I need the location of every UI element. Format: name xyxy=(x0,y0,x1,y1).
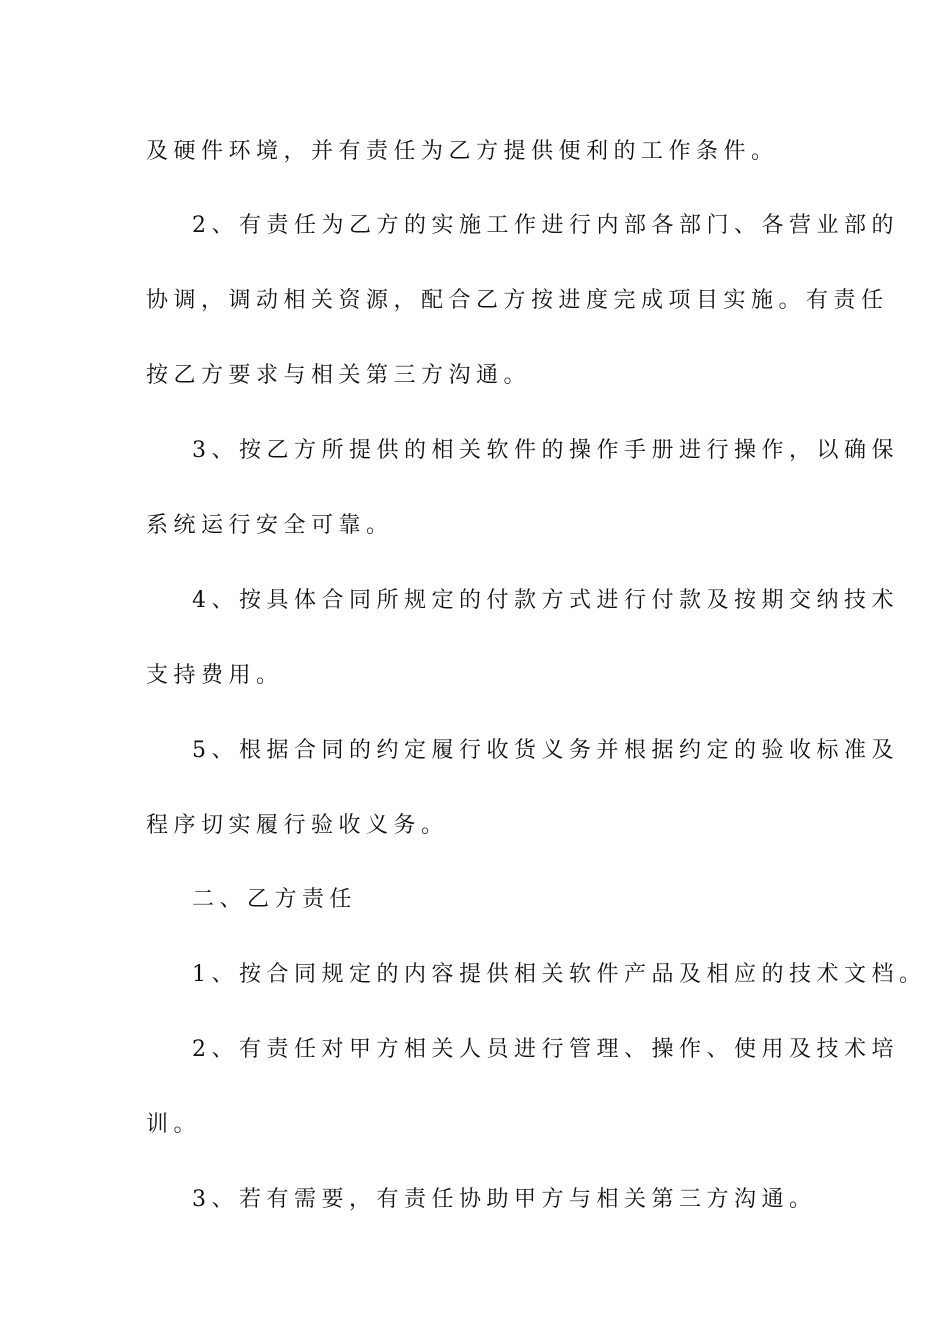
paragraph-line: 4、按具体合同所规定的付款方式进行付款及按期交纳技术 xyxy=(192,588,899,613)
paragraph-line: 及硬件环境，并有责任为乙方提供便利的工作条件。 xyxy=(146,139,779,164)
paragraph-line: 1、按合同规定的内容提供相关软件产品及相应的技术文档。 xyxy=(192,962,927,987)
paragraph-line: 2、有责任对甲方相关人员进行管理、操作、使用及技术培 xyxy=(192,1037,899,1062)
paragraph-line: 程序切实履行验收义务。 xyxy=(146,813,449,838)
paragraph-line: 按乙方要求与相关第三方沟通。 xyxy=(146,363,532,388)
paragraph-line: 3、按乙方所提供的相关软件的操作手册进行操作，以确保 xyxy=(192,438,899,463)
paragraph-line: 训。 xyxy=(146,1112,202,1137)
section-heading: 二、乙方责任 xyxy=(192,887,358,912)
paragraph-line: 协调，调动相关资源，配合乙方按进度完成项目实施。有责任 xyxy=(146,288,889,313)
paragraph-line: 系统运行安全可靠。 xyxy=(146,513,394,538)
paragraph-line: 5、根据合同的约定履行收货义务并根据约定的验收标准及 xyxy=(192,738,899,763)
paragraph-line: 2、有责任为乙方的实施工作进行内部各部门、各营业部的 xyxy=(192,213,899,238)
paragraph-line: 支持费用。 xyxy=(146,663,284,688)
paragraph-line: 3、若有需要，有责任协助甲方与相关第三方沟通。 xyxy=(192,1187,817,1212)
